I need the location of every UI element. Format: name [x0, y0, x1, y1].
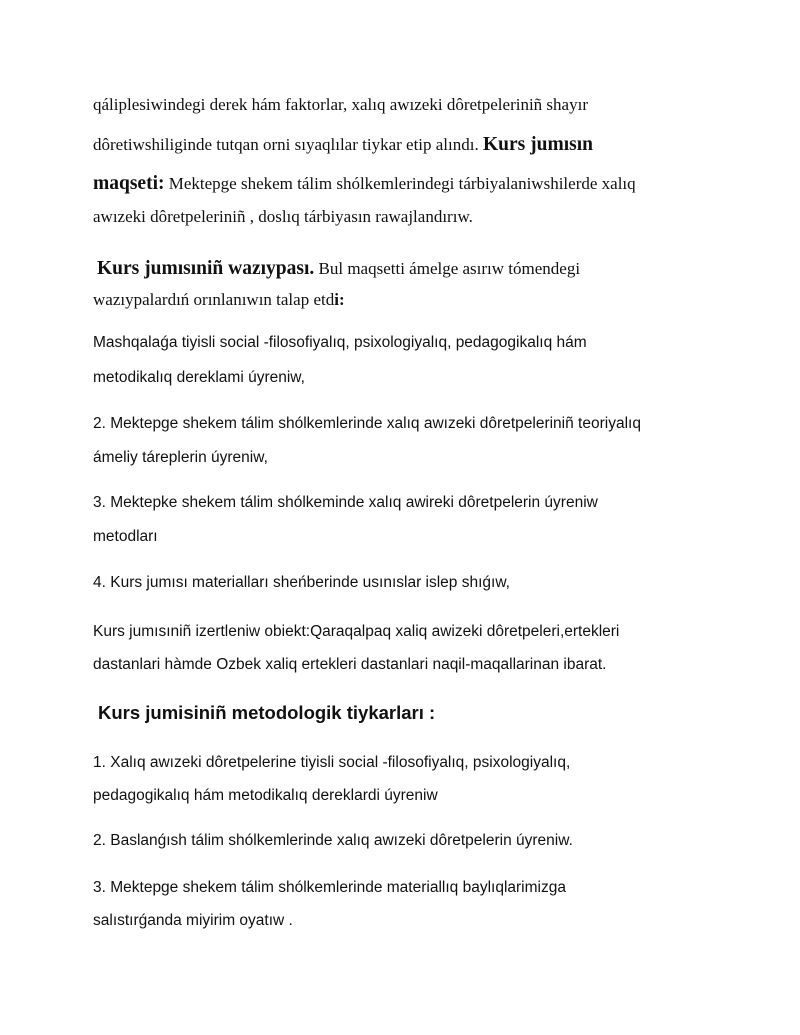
research-object-line1: Kurs jumısıniñ izertleniw obiekt:Qaraqalpaq xaliq awizeki dôretpeleri,ertekleri — [93, 623, 620, 640]
methodology-item-3-line1: 3. Mektepge shekem tálim shólkemlerinde materiallıq baylıqlarimizga — [93, 879, 566, 896]
methodology-heading: Kurs jumisiniñ metodologik tiykarları : — [98, 702, 436, 723]
paragraph1-line3 — [93, 174, 636, 194]
paragraph2-line2-text: wazıypalardıń orınlanıwın talap etd — [93, 290, 335, 309]
course-task-heading: Kurs jumısıniñ wazıypası. — [97, 258, 315, 279]
task-item-4-line1: 4. Kurs jumısı materialları sheńberinde usınıslar islep shıǵıw, — [93, 574, 510, 591]
paragraph1-line3-text: Mektepge shekem tálim shólkemlerindegi tárbiyalaniwshilerde xalıq — [168, 174, 636, 193]
research-object-line2: dastanlari hàmde Ozbek xaliq ertekleri dastanlari naqil-maqallarinan ibarat. — [93, 656, 607, 673]
task-item-1-line1: Mashqalaǵa tiyisli social -filosofiyalıq, psixologiyalıq, pedagogikalıq hám — [93, 334, 587, 351]
paragraph2-line1 — [97, 259, 580, 279]
methodology-item-1-line2: pedagogikalıq hám metodikalıq dereklardi úyreniw — [93, 787, 438, 804]
task-item-2-line1: 2. Mektepge shekem tálim shólkemlerinde xalıq awızeki dôretpeleriniñ teoriyalıq — [93, 415, 641, 432]
task-item-1-line2: metodikalıq dereklami úyreniw, — [93, 369, 305, 386]
paragraph2-line2 — [93, 291, 345, 308]
paragraph1-line1: qáliplesiwindegi derek hám faktorlar, xalıq awızeki dôretpeleriniñ shayır — [93, 95, 588, 114]
paragraph1-line2 — [93, 135, 593, 155]
task-item-2-line2: ámeliy táreplerin úyreniw, — [93, 449, 268, 466]
paragraph1-line2-text: dôretiwshiliginde tutqan orni sıyaqlılar tiykar etip alındı. — [93, 135, 479, 154]
course-aim-heading-end: maqseti: — [93, 173, 165, 194]
paragraph2-line2-bold: i: — [334, 290, 345, 309]
paragraph1-line4: awızeki dôretpeleriniñ , doslıq tárbiyasın rawajlandırıw. — [93, 207, 473, 226]
paragraph2-line1-text: Bul maqsetti ámelge asırıw tómendegi — [318, 259, 581, 278]
methodology-item-3-line2: salıstırǵanda miyirim oyatıw . — [93, 912, 293, 929]
methodology-item-2-line1: 2. Baslanǵısh tálim shólkemlerinde xalıq awızeki dôretpelerin úyreniw. — [93, 832, 573, 849]
task-item-3-line1: 3. Mektepke shekem tálim shólkeminde xalıq awireki dôretpelerin úyreniw — [93, 494, 598, 511]
task-item-3-line2: metodları — [93, 528, 158, 545]
course-aim-heading-start: Kurs jumısın — [482, 134, 593, 155]
methodology-item-1-line1: 1. Xalıq awızeki dôretpelerine tiyisli social -filosofiyalıq, psixologiyalıq, — [93, 754, 571, 771]
